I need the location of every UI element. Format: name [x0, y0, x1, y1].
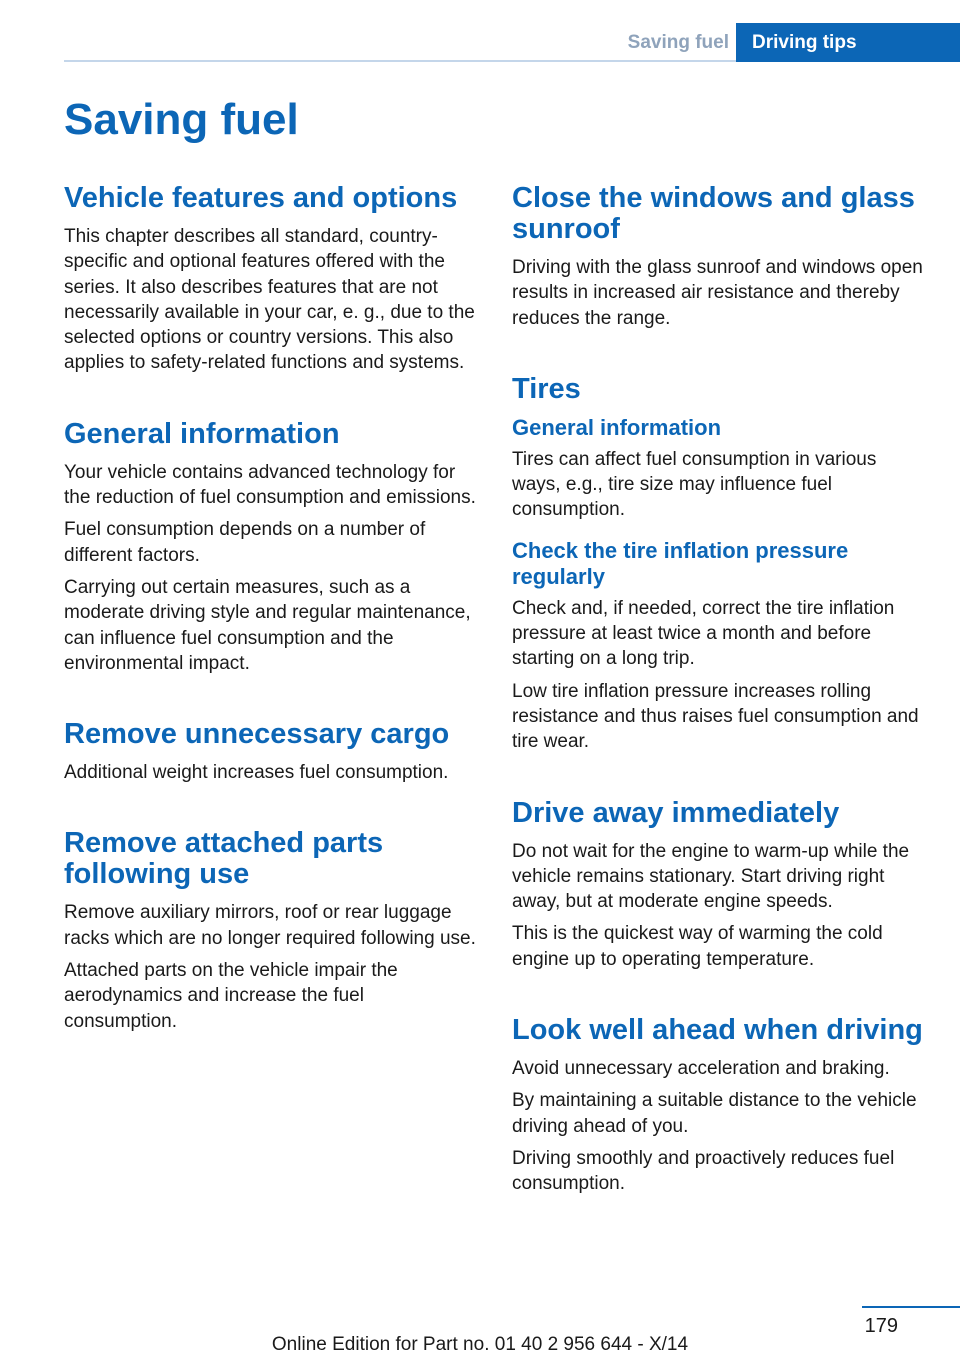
- paragraph: Tires can affect fuel consumption in various ways, e.g., tire size may influence fuel consumption.: [512, 448, 877, 521]
- section-heading-close-windows: Close the windows and glass sunroof: [512, 182, 915, 245]
- paragraph: Check and, if needed, correct the tire inflation pressure at least twice a month and before starting on a long trip.: [512, 597, 895, 670]
- paragraph: Your vehicle contains advanced technology for the reduction of fuel consumption and emissions.: [64, 461, 476, 509]
- paragraph: Driving smoothly and proactively reduces fuel consumption.: [512, 1147, 895, 1195]
- paragraph: Attached parts on the vehicle impair the aerodynamics and increase the fuel consumption.: [64, 960, 398, 1032]
- section-heading-general-information: General information: [64, 417, 340, 450]
- paragraph: Avoid unnecessary acceleration and braking.: [512, 1058, 890, 1080]
- right-column: [512, 183, 930, 1197]
- section-heading-remove-cargo: Remove unnecessary cargo: [64, 718, 450, 751]
- paragraph: Fuel consumption depends on a number of different factors.: [64, 519, 426, 566]
- paragraph: Additional weight increases fuel consumption.: [64, 762, 449, 784]
- header-chapter-tab: Driving tips: [736, 23, 960, 62]
- paragraph: Low tire inflation pressure increases rolling resistance and thus raises fuel consumption and tire wear.: [512, 680, 919, 753]
- section-heading-vehicle-features: Vehicle features and options: [64, 182, 458, 214]
- paragraph: This chapter describes all standard, country-specific and optional features offered with the series. It also describes features that are not necessarily available in your car, e. g., due to the selected options or country versions. This also applies to safety-related functions and systems.: [64, 226, 475, 374]
- paragraph: By maintaining a suitable distance to the vehicle driving ahead of you.: [512, 1090, 917, 1137]
- footer-edition-note: Online Edition for Part no. 01 40 2 956 644 - X/14: [271, 1334, 689, 1355]
- page-number: 179: [864, 1315, 898, 1337]
- subheading-tires-general-information: General information: [512, 414, 722, 440]
- paragraph: Carrying out certain measures, such as a moderate driving style and regular maintenance, can influence fuel consumption and the environmental impact.: [64, 576, 471, 674]
- paragraph: This is the quickest way of warming the cold engine up to operating temperature.: [512, 923, 883, 970]
- footer-rule: [862, 1306, 960, 1308]
- paragraph: Remove auxiliary mirrors, roof or rear luggage racks which are no longer required following use.: [64, 902, 476, 949]
- section-heading-tires: Tires: [512, 372, 581, 405]
- subheading-tire-pressure: Check the tire inflation pressure regularly: [512, 537, 849, 589]
- left-column: [64, 183, 480, 1034]
- paragraph: Driving with the glass sunroof and windows open results in increased air resistance and thereby reduces the range.: [512, 257, 923, 329]
- page-title: Saving fuel: [64, 95, 299, 144]
- section-heading-look-ahead: Look well ahead when driving: [512, 1014, 923, 1047]
- paragraph: Do not wait for the engine to warm-up while the vehicle remains stationary. Start driving right away, but at moderate engine speeds.: [512, 840, 910, 913]
- section-heading-remove-attached-parts: Remove attached parts following use: [64, 827, 384, 891]
- section-heading-drive-away: Drive away immediately: [512, 796, 840, 829]
- header-section-label: Saving fuel: [627, 32, 729, 53]
